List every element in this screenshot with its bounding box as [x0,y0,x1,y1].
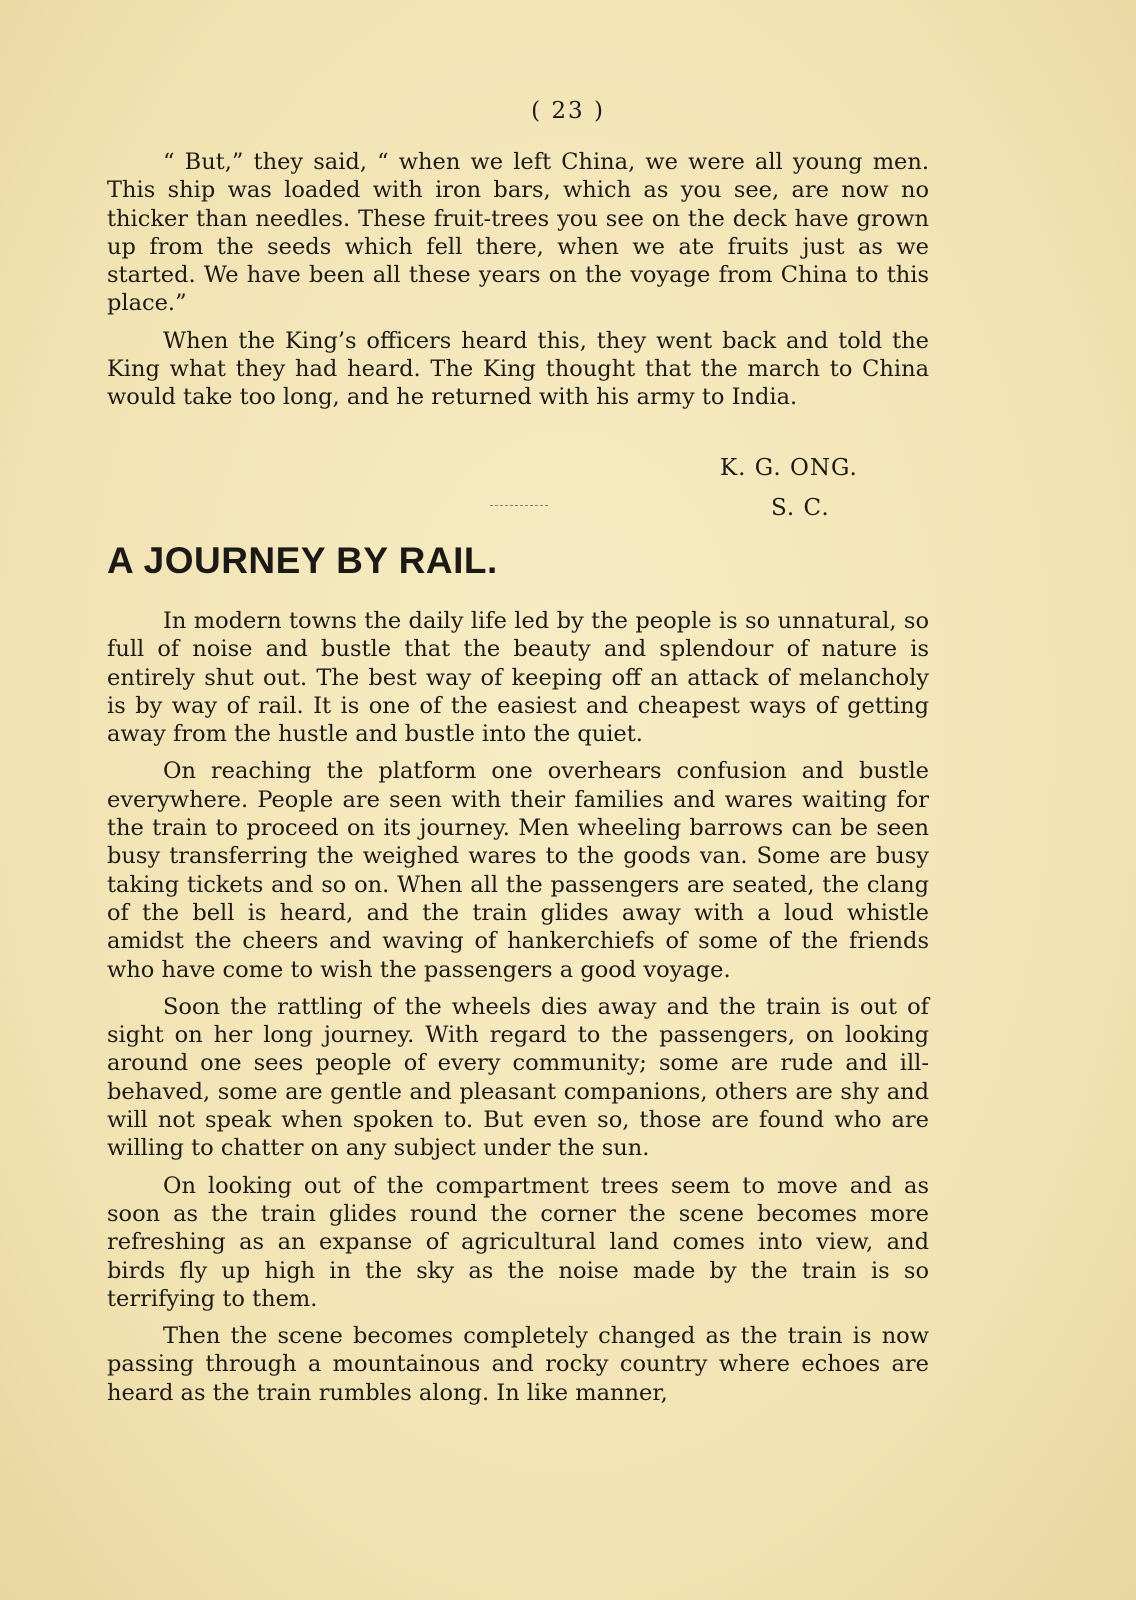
author-signature: K. G. ONG. [720,455,858,481]
article-paragraph-5: Then the scene becomes completely changed as the train is now passing through a mountainous and rocky country where echoes are heard as the train rumbles along. In like manner, [107,1323,929,1406]
article-body [107,607,929,1416]
article-paragraph-4: On looking out of the compartment trees seem to move and as soon as the train glides round the corner the scene becomes more refreshing as an expanse of agricultural land comes into view, and birds fly up high in the sky as the noise made by the train is so terrifying to them. [107,1172,929,1312]
article-paragraph-1: In modern towns the daily life led by the people is so unnatural, so full of noise and bustle that the beauty and splendour of nature is entirely shut out. The best way of keeping off an attack of melancholy is by way of rail. It is one of the easiest and cheapest ways of getting away from the hustle and bustle into the quiet. [107,608,929,748]
page-number: ( 23 ) [531,98,605,124]
article-paragraph-3: Soon the rattling of the wheels dies away and the train is out of sight on her long journey. With regard to the passengers, on looking around one sees people of every community; some are rude and ill-behaved, some are gentle and pleasant companions, others are shy and will not speak when spoken to. But even so, those are found who are willing to chatter on any subject under the sun. [107,993,929,1162]
article-title: A JOURNEY BY RAIL. [107,540,498,581]
author-school: S. C. [771,495,830,521]
story-paragraph-1: “ But,” they said, “ when we left China, we were all young men. This ship was loaded with iron bars, which as you see, are now no thicker than needles. These fruit-trees you see on the deck have grown up from the seeds which fell there, when we ate fruits just as we started. We have been all these years on the voyage from China to this place.” [107,149,929,317]
separator-rule [490,505,548,507]
story-conclusion [107,148,929,421]
story-paragraph-2: When the King’s officers heard this, they went back and told the King what they had heard. The King thought that the march to China would take too long, and he returned with his army to India. [107,327,929,411]
article-paragraph-2: On reaching the platform one overhears confusion and bustle everywhere. People are seen with their families and wares waiting for the train to proceed on its journey. Men wheeling barrows can be seen busy transferring the weighed wares to the goods van. Some are busy taking tickets and so on. When all the passengers are seated, the clang of the bell is heard, and the train glides away with a loud whistle amidst the cheers and waving of hankerchiefs of some of the friends who have come to wish the passengers a good voyage. [107,758,929,983]
